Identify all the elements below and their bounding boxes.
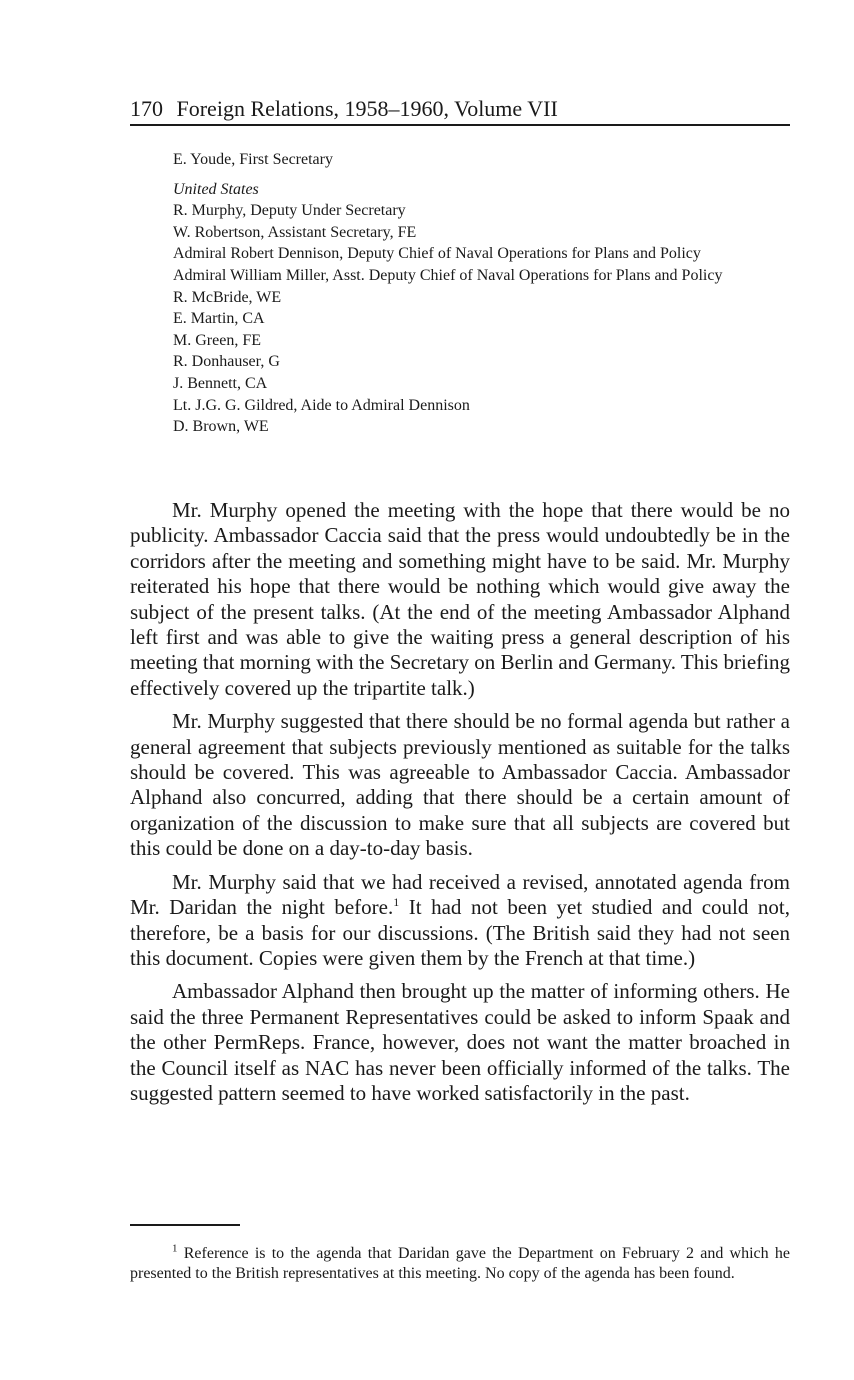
footnote-marker: 1 xyxy=(172,1242,178,1255)
volume-title: Foreign Relations, 1958–1960, Volume VII xyxy=(176,96,558,121)
paragraph-text: It had not been yet studied and could not, therefore, be a basis for our discussions. (The British said they had not seen this document. Copies were given them by the French at that time.) xyxy=(130,895,790,970)
participant-entry: W. Robertson, Assistant Secretary, FE xyxy=(173,223,417,241)
participant-entry: J. Bennett, CA xyxy=(173,374,268,392)
body-text xyxy=(130,498,790,1114)
paragraph: Mr. Murphy opened the meeting with the hope that there would be no publicity. Ambassador Caccia said that the press would undoubtedly be in the corridors after the meeting and something might have to be said. Mr. Murphy reiterated his hope that there would be nothing which would give away the subject of the present talks. (At the end of the meeting Ambassador Alphand left first and was able to give the waiting press a general description of his meeting that morning with the Secretary on Berlin and Germany. This briefing effectively covered up the tripartite talk.) xyxy=(130,498,790,700)
paragraph: Ambassador Alphand then brought up the matter of informing others. He said the three Permanent Representatives could be asked to inform Spaak and the other PermReps. France, however, does not want the matter broached in the Council itself as NAC has never been officially informed of the talks. The suggested pattern seemed to have worked satisfactorily in the past. xyxy=(130,979,790,1105)
us-delegation-heading: United States xyxy=(173,180,259,198)
participant-entry: D. Brown, WE xyxy=(173,418,269,436)
participant-entry: M. Green, FE xyxy=(173,331,261,349)
participant-entry: Admiral William Miller, Asst. Deputy Chief of Naval Operations for Plans and Policy xyxy=(173,266,723,284)
participant-entry: Lt. J.G. G. Gildred, Aide to Admiral Dennison xyxy=(173,396,470,414)
page-number: 170 xyxy=(130,96,163,121)
participant-entry: Admiral Robert Dennison, Deputy Chief of Naval Operations for Plans and Policy xyxy=(173,245,701,263)
footnote-reference[interactable]: 1 xyxy=(393,895,400,910)
footnote-text: Reference is to the agenda that Daridan gave the Department on February 2 and which he presented to the British representatives at this meeting. No copy of the agenda has been found. xyxy=(130,1245,791,1282)
paragraph: Mr. Murphy suggested that there should be no formal agenda but rather a general agreement that subjects previously mentioned as suitable for the talks should be covered. This was agreeable to Ambassador Caccia. Ambassador Alphand also concurred, adding that there should be a certain amount of organization of the discussion to make sure that all subjects are covered but this could be done on a day-to-day basis. xyxy=(130,709,790,861)
footnote xyxy=(130,1244,790,1283)
list-spacer xyxy=(173,171,793,179)
footnote-divider xyxy=(130,1224,240,1226)
participant-entry: E. Youde, First Secretary xyxy=(173,151,333,168)
participant-entry: E. Martin, CA xyxy=(173,310,265,328)
participant-list xyxy=(173,149,793,438)
participant-entry: R. Murphy, Deputy Under Secretary xyxy=(173,202,406,220)
running-header xyxy=(130,96,790,126)
paragraph xyxy=(130,870,790,972)
participant-entry: R. Donhauser, G xyxy=(173,353,280,371)
participant-entry: R. McBride, WE xyxy=(173,288,282,306)
paragraph-text: Mr. Murphy said that we had received a revised, annotated agenda from Mr. Daridan the night before. xyxy=(130,869,790,920)
